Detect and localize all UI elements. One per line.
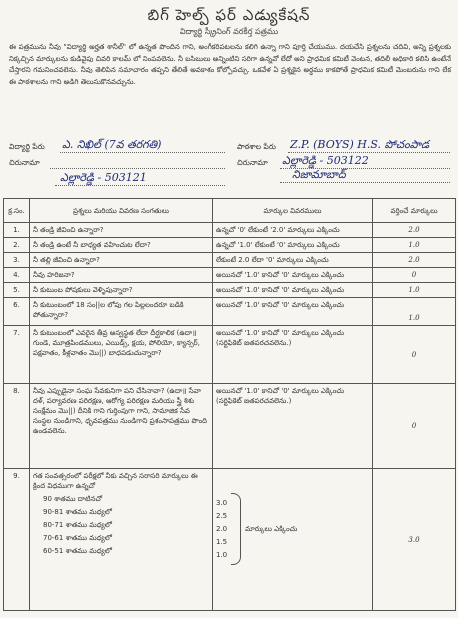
school-name-label: పాఠశాల పేరు [237, 142, 276, 151]
row-score: 2.0 [373, 223, 456, 238]
student-name-underline [60, 152, 225, 153]
row-number: 7. [4, 326, 30, 384]
row-marks-detail: అయినచో '1.0' కానిచో '0' మార్కులు ఎక్కించు (సర్టిఫికెట్ జతపరచవలెను.) [213, 326, 373, 384]
row-marks-detail: అయినచో '1.0' కానిచో '0' మార్కులు ఎక్కించు [213, 268, 373, 283]
row-marks-detail: ఉన్నచో '0' లేకుంటే '2.0' మార్కులు ఎక్కించు [213, 223, 373, 238]
row-question: నీ కుటుంబ పోషకులు వెళ్ళిపున్నారా? [30, 283, 213, 298]
school-address-label: చిరునామా [237, 158, 268, 167]
school-address-value: ఎల్లారెడ్డి - 503122 [282, 154, 369, 167]
school-district-underline [280, 182, 450, 183]
school-name-row [237, 142, 276, 153]
row-question: నీ తండ్రి జీవించి ఉన్నారా? [30, 223, 213, 238]
student-address-label: చిరునామా [9, 158, 40, 167]
row-question-grades [30, 469, 213, 611]
row-score: 2.0 [373, 253, 456, 268]
row-marks-detail: ఉన్నచో '1.0' లేకుంటే '0' మార్కులు ఎక్కించు [213, 238, 373, 253]
student-name-value: ఎ. నిఖిల్ (7వ తరగతి) [62, 138, 162, 151]
row-marks-scale [213, 469, 373, 611]
row-number: 5. [4, 283, 30, 298]
row-question: నీ కుటుంబంలో 18 సం||ల లోపు గల పిల్లలందరూ బడికి పోతున్నారా? [30, 298, 213, 326]
row-number: 3. [4, 253, 30, 268]
row-score: 1.0 [373, 298, 456, 326]
header-score: వర్తించే మార్కులు [373, 199, 456, 223]
row-question: నీ తండ్రి ఉంటే నీ బాధ్యత వహించుట లేదా? [30, 238, 213, 253]
school-district-value: నిజామాబాద్ [292, 168, 346, 181]
marks-scale [216, 493, 369, 565]
grade-item: 90 శాతము దాటినచో [43, 495, 103, 503]
student-name-label: విద్యార్థి పేరు [9, 142, 45, 151]
brace-shape [231, 493, 241, 565]
school-name-value: Z.P. (BOYS) H.S. పోచంపాడ [290, 138, 430, 151]
row-marks-detail: అయినచో '1.0' కానిచో '0' మార్కులు ఎక్కించు (సర్టిఫికెట్ జతపరచవలెను.) [213, 384, 373, 469]
row-number: 1. [4, 223, 30, 238]
screening-table [3, 198, 456, 611]
row-question: గత సంవత్సరంలో పరీక్షలో నీకు వచ్చిన సరాసరి మార్కులు ఈ క్రింద విధముగా ఉన్నచో [33, 472, 198, 490]
table-row [4, 298, 456, 326]
table-header-row [4, 199, 456, 223]
scale-value: 1.5 [216, 537, 228, 546]
row-score: 0 [373, 268, 456, 283]
row-score: 0 [373, 326, 456, 384]
intro-paragraph: ఈ పత్రమును నీవు "విద్యార్థి అర్హత శానీల్" లో ఉన్నత పొందిన గాని, అంగీకరిపటలను కలిగి ఉన్నా గాని పూర్తి చేయుము. దయచేసి ప్రశ్నలను చదివి, అన్ని ప్రశ్నలకు నిక్కచ్చిన మార్కులను కుడివైపు చివరి కాలమ్ లో నింపవలెను. నీ బసిబులు అన్నింటిని సరిగా ఉన్నవో లేదో అని ప్రాధమిక కమిటీ వెంటన, తదిలీ అధికారి కలిసి ఉంటేనే చేస్తారని గమనించవలెను. నీవు తెలిపిన సమాచారం తప్పని తేలితే అవకాశం కోల్పోవచ్చు. ఒకవేళ ఏ ప్రశ్నకైన అర్థము కాకపోతే ప్రాధమిక కమిటీ మెంబరును గాని లేక ఈ పాఠశాలను గాని అడిగి తెలుసుకొనవచ్చును. [9, 43, 451, 86]
row-question: నీవు హరిజనా? [30, 268, 213, 283]
scale-value: 2.0 [216, 524, 228, 533]
table-row [4, 469, 456, 611]
row-number: 6. [4, 298, 30, 326]
row-marks-detail: అయినచో '1.0' కానిచో '0' మార్కులు ఎక్కించు [213, 298, 373, 326]
row-number: 8. [4, 384, 30, 469]
table-row [4, 268, 456, 283]
table-row [4, 223, 456, 238]
row-number: 2. [4, 238, 30, 253]
scale-values [216, 497, 227, 562]
row-question: నీవు ఎప్పుడైనా సంఘ సేవకునిగా పని చేసినావా? (ఉదా॥ సేవా దళ్, పర్యావరణ పరిరక్షణ, ఆరోగ్య పరిరక్షణ మరియు స్త్రీ శిశు సంక్షేమం మొ||) దీనికి గాని గుర్తింపుగా గాని, సామాజిక సేవ సంస్థల నుండిగాని, ధృవపత్రము నుండిగాని ప్రశంసాపత్రము పొంది ఉండవలెను. [30, 384, 213, 469]
row-question: నీ కుటుంబంలో ఎవరైన తీవ్ర అస్వస్థత లేదా దీర్ఘకాలిక (ఉదా॥ గుండె, మూత్రపిండములు, ఎయిడ్స్, క్షయ, పోలియో, క్యాన్సర్, పక్షవాతం, కీళ్లవాతం మొ||) బాధపడుచున్నారా? [30, 326, 213, 384]
row-number: 9. [4, 469, 30, 611]
row-number: 4. [4, 268, 30, 283]
row-score: 1.0 [373, 238, 456, 253]
table-row [4, 253, 456, 268]
row-marks-detail: అయినచో '1.0' కానిచో '0' మార్కులు ఎక్కించు [213, 283, 373, 298]
row-marks-detail: లేకుంటే 2.0 లేదా '0' మార్కులు ఎక్కించు [213, 253, 373, 268]
student-address-value: ఎల్లారెడ్డి - 503121 [60, 171, 147, 184]
scale-value: 3.0 [216, 498, 228, 507]
student-address-underline1 [50, 168, 225, 169]
grade-item: 70-61 శాతము మధ్యలో [43, 534, 112, 542]
table-row [4, 384, 456, 469]
student-name-row [9, 142, 45, 153]
scale-label: మార్కులు ఎక్కించు [245, 525, 298, 533]
scale-value: 2.5 [216, 511, 228, 520]
grade-item: 80-71 శాతము మధ్యలో [43, 521, 112, 529]
scale-value: 1.0 [216, 550, 228, 559]
grade-item: 90-81 శాతము మధ్యలో [43, 508, 112, 516]
row-score: 3.0 [373, 469, 456, 611]
table-row [4, 326, 456, 384]
row-score: 0 [373, 384, 456, 469]
table-row [4, 283, 456, 298]
form-subtitle: విద్యార్థి స్క్రీనింగ్ వరకీర్త పత్రము [179, 27, 279, 36]
table-row [4, 238, 456, 253]
header-serial: క్ర.సం. [4, 199, 30, 223]
grade-item: 60-51 శాతము మధ్యలో [43, 547, 112, 555]
student-address-underline2 [55, 185, 225, 186]
school-name-underline [288, 152, 450, 153]
header-marks-detail: మార్కుల వివరములు [213, 199, 373, 223]
grade-list [43, 493, 209, 558]
header-question: ప్రశ్నలు మరియు వివరణ సంగతులు [30, 199, 213, 223]
row-score: 1.0 [373, 283, 456, 298]
form-title: బిగ్ హెల్ప్ ఫర్ ఎడ్యుకేషన్ [147, 6, 311, 24]
row-question: నీ తల్లి జీవించి ఉన్నారా? [30, 253, 213, 268]
